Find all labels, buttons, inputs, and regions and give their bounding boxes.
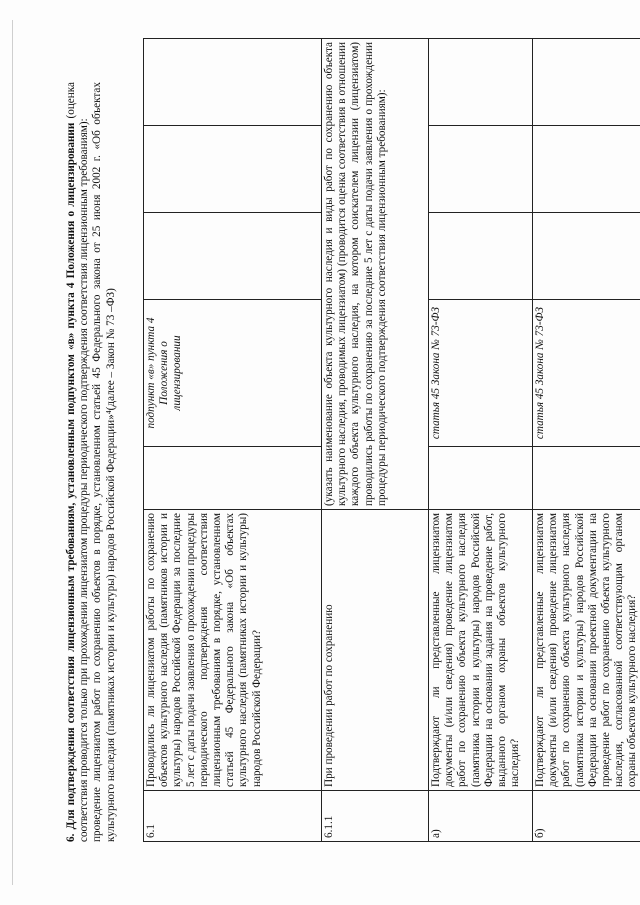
table-row bbox=[322, 39, 429, 842]
row-question bbox=[322, 510, 429, 791]
section-header bbox=[65, 82, 118, 842]
row-question: Подтверждают ли представленные лицензиатом документы (и/или сведения) проведение лицензиатом работ по сохранению объекта культурного наследия (памятника истории и культуры) народов Российской Федерации на основании проектной документации на проведение работ по сохранению объекта культурного наследия, согласованной соответствующим органом охраны объектов культурного наследия? bbox=[533, 510, 640, 791]
answer-cell bbox=[429, 447, 533, 510]
row-number: б) bbox=[533, 791, 640, 842]
scan-edge-line bbox=[12, 20, 13, 885]
row-instruction: (указать наименование объекта культурного наследия и виды работ по сохранению объекта культурного наследия, проводимых лицензиатом) (проводится оценка соответствия в отношении каждого объекта культурного наследия, на котором соискателем лицензии (лицензиатом) проводились работы по сохранению за последние 5 лет с даты подачи заявления о прохождении процедуры периодического подтверждения соответствия лицензионным требованиям): bbox=[322, 39, 429, 510]
blank-cell bbox=[144, 213, 322, 300]
blank-cell bbox=[533, 213, 640, 300]
blank-cell bbox=[144, 126, 322, 213]
row-question: Подтверждают ли представленные лицензиатом документы (и/или сведения) проведение лицензиатом работ по сохранению объекта культурного наследия (памятника истории и культуры) народов Российской Федерации на основании задания на проведение работ, выданного органом охраны объектов культурного наследия? bbox=[429, 510, 533, 791]
answer-cell bbox=[533, 447, 640, 510]
row-reference: статья 45 Закона № 73-ФЗ bbox=[429, 300, 533, 447]
table-row bbox=[144, 39, 322, 842]
row-number: а) bbox=[429, 791, 533, 842]
section-title bbox=[65, 82, 91, 842]
section-title-rest: (оценка соответствия проводится только при прохождении лицензиатом процедуры периодического подтверждения соответствия лицензионным требованиям): bbox=[65, 82, 91, 842]
section-title-bold: 6. Для подтверждения соответствия лицензионным требованиям, установленным подпунктом «в» пункта 4 Положения о лицензировании bbox=[65, 122, 77, 842]
blank-cell bbox=[533, 39, 640, 126]
row-reference: подпункт «в» пункта 4 Положения о лицензировании bbox=[144, 300, 322, 447]
table-row bbox=[533, 39, 640, 842]
blank-cell bbox=[533, 126, 640, 213]
section-subtitle: проведение лицензиатом работ по сохранению объектов в порядке, установленном статьей 45 Федерального закона от 25 июня 2002 г. «Об объектах культурного наследия (памятниках истории и культуры) народов Российской Федерации»⁴(далее – Закон № 73 –ФЗ) bbox=[91, 82, 117, 842]
row-number: 6.1.1 bbox=[322, 791, 429, 842]
blank-cell bbox=[429, 126, 533, 213]
blank-cell bbox=[429, 213, 533, 300]
requirements-table bbox=[143, 38, 640, 842]
blank-cell bbox=[144, 39, 322, 126]
row-number: 6.1 bbox=[144, 791, 322, 842]
row-reference: статья 45 Закона № 73-ФЗ bbox=[533, 300, 640, 447]
blank-cell bbox=[429, 39, 533, 126]
answer-cell bbox=[144, 447, 322, 510]
row-question-start: При проведении работ по сохранению bbox=[323, 604, 335, 787]
rotated-content bbox=[65, 42, 639, 842]
row-question: Проводились ли лицензиатом работы по сохранению объектов культурного наследия (памятников истории и культуры) народов Российской Федерации за последние 5 лет с даты подачи заявления о прохождении процедуры периодического подтверждения соответствия лицензионным требованиям в порядке, установленном статьей 45 Федерального закона «Об объектах культурного наследия (памятниках истории и культуры) народов Российской Федерации? bbox=[144, 510, 322, 791]
table-row bbox=[429, 39, 533, 842]
